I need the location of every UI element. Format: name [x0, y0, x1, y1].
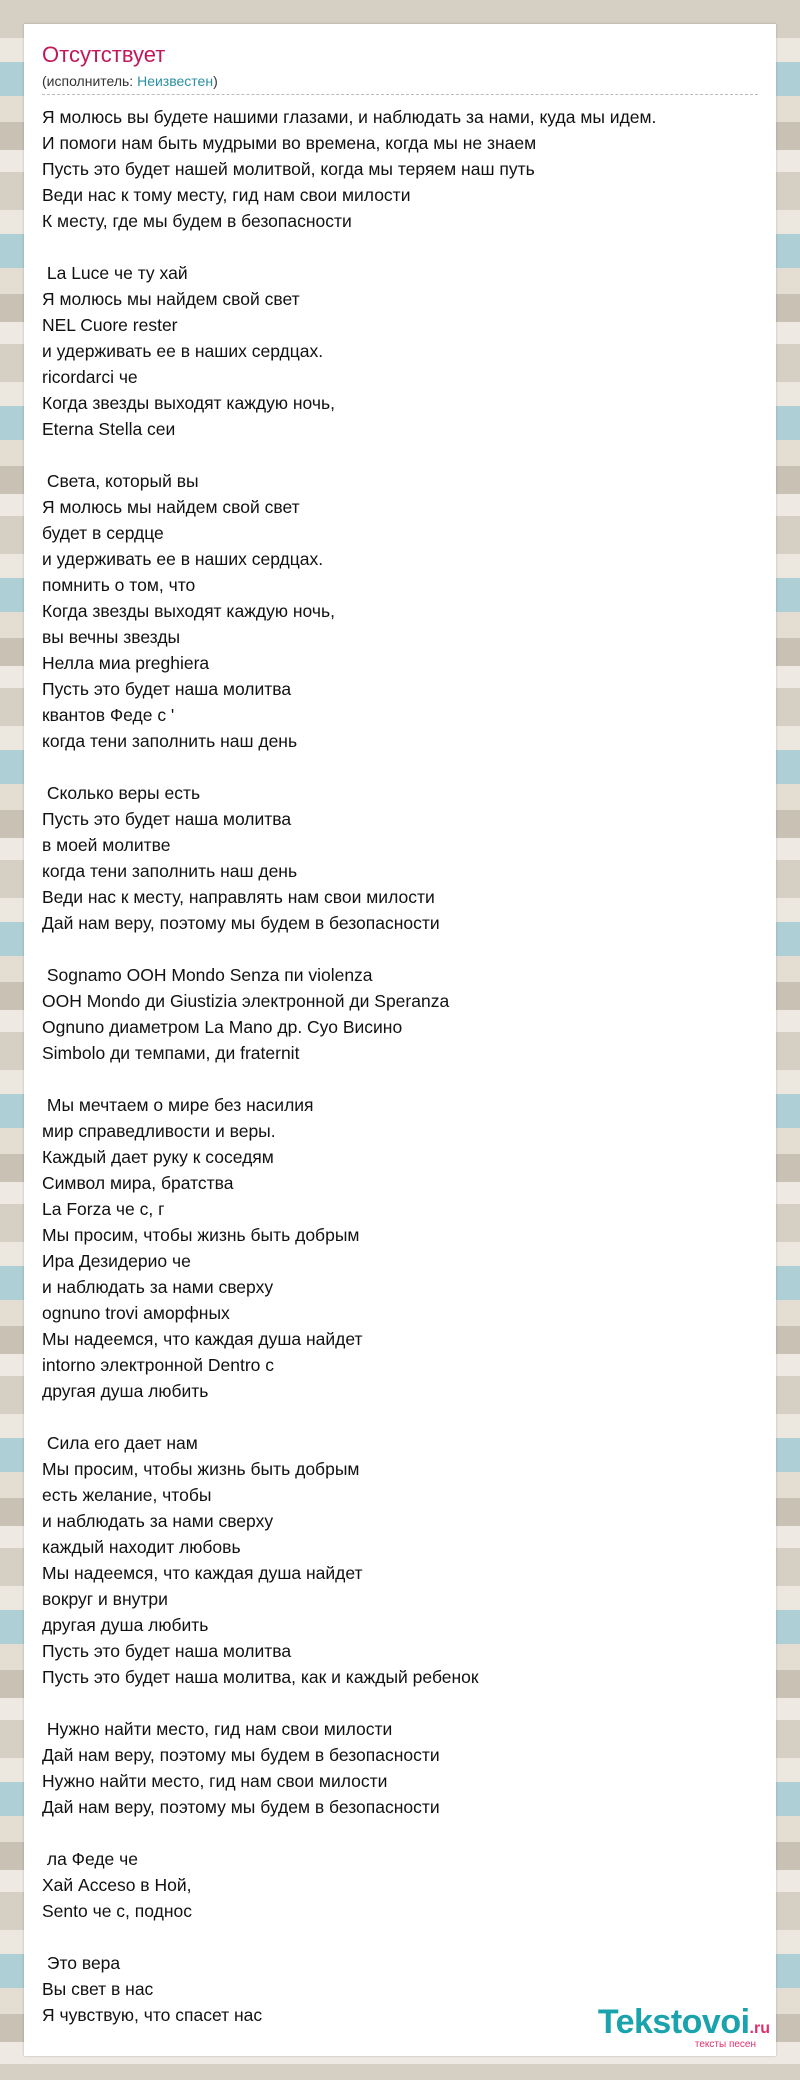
lyric-line: Хай Acceso в Ной, — [42, 1875, 192, 1895]
lyric-line: Пусть это будет наша молитва — [42, 809, 292, 829]
lyric-line: ла Феде че — [42, 1849, 138, 1869]
lyric-line: Нужно найти место, гид нам свои милости — [42, 1771, 388, 1791]
lyric-line: Мы надеемся, что каждая душа найдет — [42, 1329, 363, 1349]
artist-prefix: (исполнитель: — [42, 73, 138, 89]
lyric-line: вы вечны звезды — [42, 627, 181, 647]
artist-suffix: ) — [213, 73, 218, 89]
lyric-line: Символ мира, братства — [42, 1173, 234, 1193]
lyric-line: квантов Феде с ' — [42, 705, 175, 725]
lyric-line — [42, 1690, 762, 1716]
lyric-line: Света, который вы — [42, 471, 199, 491]
lyric-line: La Forza че с, г — [42, 1199, 165, 1219]
lyric-line: Это вера — [42, 1953, 121, 1973]
lyric-line: каждый находит любовь — [42, 1537, 241, 1557]
lyric-line: Каждый дает руку к соседям — [42, 1147, 274, 1167]
lyric-line: Я молюсь вы будете нашими глазами, и наблюдать за нами, куда мы идем. — [42, 107, 657, 127]
lyric-line: Я молюсь мы найдем свой свет — [42, 289, 300, 309]
lyric-line: Дай нам веру, поэтому мы будем в безопасности — [42, 1745, 440, 1765]
lyric-line: intorno электронной Dentro с — [42, 1355, 275, 1375]
lyric-line: есть желание, чтобы — [42, 1485, 212, 1505]
lyric-line: Я молюсь мы найдем свой свет — [42, 497, 300, 517]
lyric-line: Sento че с, поднос — [42, 1901, 192, 1921]
lyric-line: Пусть это будет нашей молитвой, когда мы теряем наш путь — [42, 159, 535, 179]
lyric-line: La Luce че ту хай — [42, 263, 188, 283]
lyric-line — [42, 1404, 762, 1430]
lyric-line: Дай нам веру, поэтому мы будем в безопасности — [42, 1797, 440, 1817]
lyric-line: в моей молитве — [42, 835, 171, 855]
lyric-line: Simbolo ди темпами, ди fraternit — [42, 1043, 300, 1063]
lyric-line: Нелла миа preghiera — [42, 653, 210, 673]
lyric-line: и наблюдать за нами сверху — [42, 1277, 274, 1297]
song-title: Отсутствует — [42, 42, 166, 67]
lyric-line: когда тени заполнить наш день — [42, 861, 298, 881]
artist-link[interactable]: Неизвестен — [137, 73, 214, 89]
lyric-line: К месту, где мы будем в безопасности — [42, 211, 352, 231]
lyric-line: Вы свет в нас — [42, 1979, 154, 1999]
site-logo[interactable] — [560, 2004, 770, 2048]
lyric-line: Мы мечтаем о мире без насилия — [42, 1095, 314, 1115]
lyric-line: помнить о том, что — [42, 575, 196, 595]
lyric-line: NEL Cuore rester — [42, 315, 178, 335]
logo-suffix: .ru — [749, 2020, 770, 2037]
logo-name: Tekstovoi — [597, 2003, 750, 2041]
lyric-line: Я чувствую, что спасет нас — [42, 2005, 263, 2025]
lyric-line: ricordarci че — [42, 367, 138, 387]
lyric-line: Мы просим, чтобы жизнь быть добрым — [42, 1225, 360, 1245]
lyric-line: и удерживать ее в наших сердцах. — [42, 549, 324, 569]
lyric-line: Ира Дезидерио че — [42, 1251, 191, 1271]
lyric-line: Sognamo OOH Mondo Senza пи violenza — [42, 965, 373, 985]
lyric-line: Сколько веры есть — [42, 783, 201, 803]
lyric-line: Ognuno диаметром La Mano др. Суо Висино — [42, 1017, 403, 1037]
lyric-line: когда тени заполнить наш день — [42, 731, 298, 751]
lyric-line: Мы надеемся, что каждая душа найдет — [42, 1563, 363, 1583]
lyric-line: Нужно найти место, гид нам свои милости — [42, 1719, 393, 1739]
lyric-line: Пусть это будет наша молитва, как и каждый ребенок — [42, 1667, 479, 1687]
lyric-line: Веди нас к тому месту, гид нам свои милости — [42, 185, 411, 205]
lyric-line — [42, 1066, 762, 1092]
header-divider — [42, 94, 758, 95]
lyric-line: Eterna Stella сеи — [42, 419, 176, 439]
lyric-line: Пусть это будет наша молитва — [42, 679, 292, 699]
lyric-line — [42, 234, 762, 260]
lyrics-text — [42, 104, 762, 2028]
lyric-line: вокруг и внутри — [42, 1589, 168, 1609]
lyric-line: мир справедливости и веры. — [42, 1121, 276, 1141]
lyric-line: OOH Mondo ди Giustizia электронной ди Speranza — [42, 991, 450, 1011]
lyric-line: другая душа любить — [42, 1381, 209, 1401]
lyric-line — [42, 442, 762, 468]
artist-line — [42, 72, 218, 90]
logo-tagline: тексты песен — [694, 2039, 756, 2050]
lyric-line: Дай нам веру, поэтому мы будем в безопасности — [42, 913, 440, 933]
lyric-line — [42, 1820, 762, 1846]
lyric-line: другая душа любить — [42, 1615, 209, 1635]
lyrics-card — [24, 24, 776, 2056]
lyric-line: будет в сердце — [42, 523, 164, 543]
lyric-line: И помоги нам быть мудрыми во времена, когда мы не знаем — [42, 133, 537, 153]
lyric-line: Мы просим, чтобы жизнь быть добрым — [42, 1459, 360, 1479]
lyric-line: и удерживать ее в наших сердцах. — [42, 341, 324, 361]
lyric-line — [42, 1924, 762, 1950]
lyric-line: Пусть это будет наша молитва — [42, 1641, 292, 1661]
lyric-line: Веди нас к месту, направлять нам свои милости — [42, 887, 435, 907]
lyric-line: Сила его дает нам — [42, 1433, 198, 1453]
lyric-line — [42, 936, 762, 962]
lyric-line: и наблюдать за нами сверху — [42, 1511, 274, 1531]
lyric-line: Когда звезды выходят каждую ночь, — [42, 393, 335, 413]
lyric-line: ognuno trovi аморфных — [42, 1303, 230, 1323]
lyric-line: Когда звезды выходят каждую ночь, — [42, 601, 335, 621]
lyric-line — [42, 754, 762, 780]
